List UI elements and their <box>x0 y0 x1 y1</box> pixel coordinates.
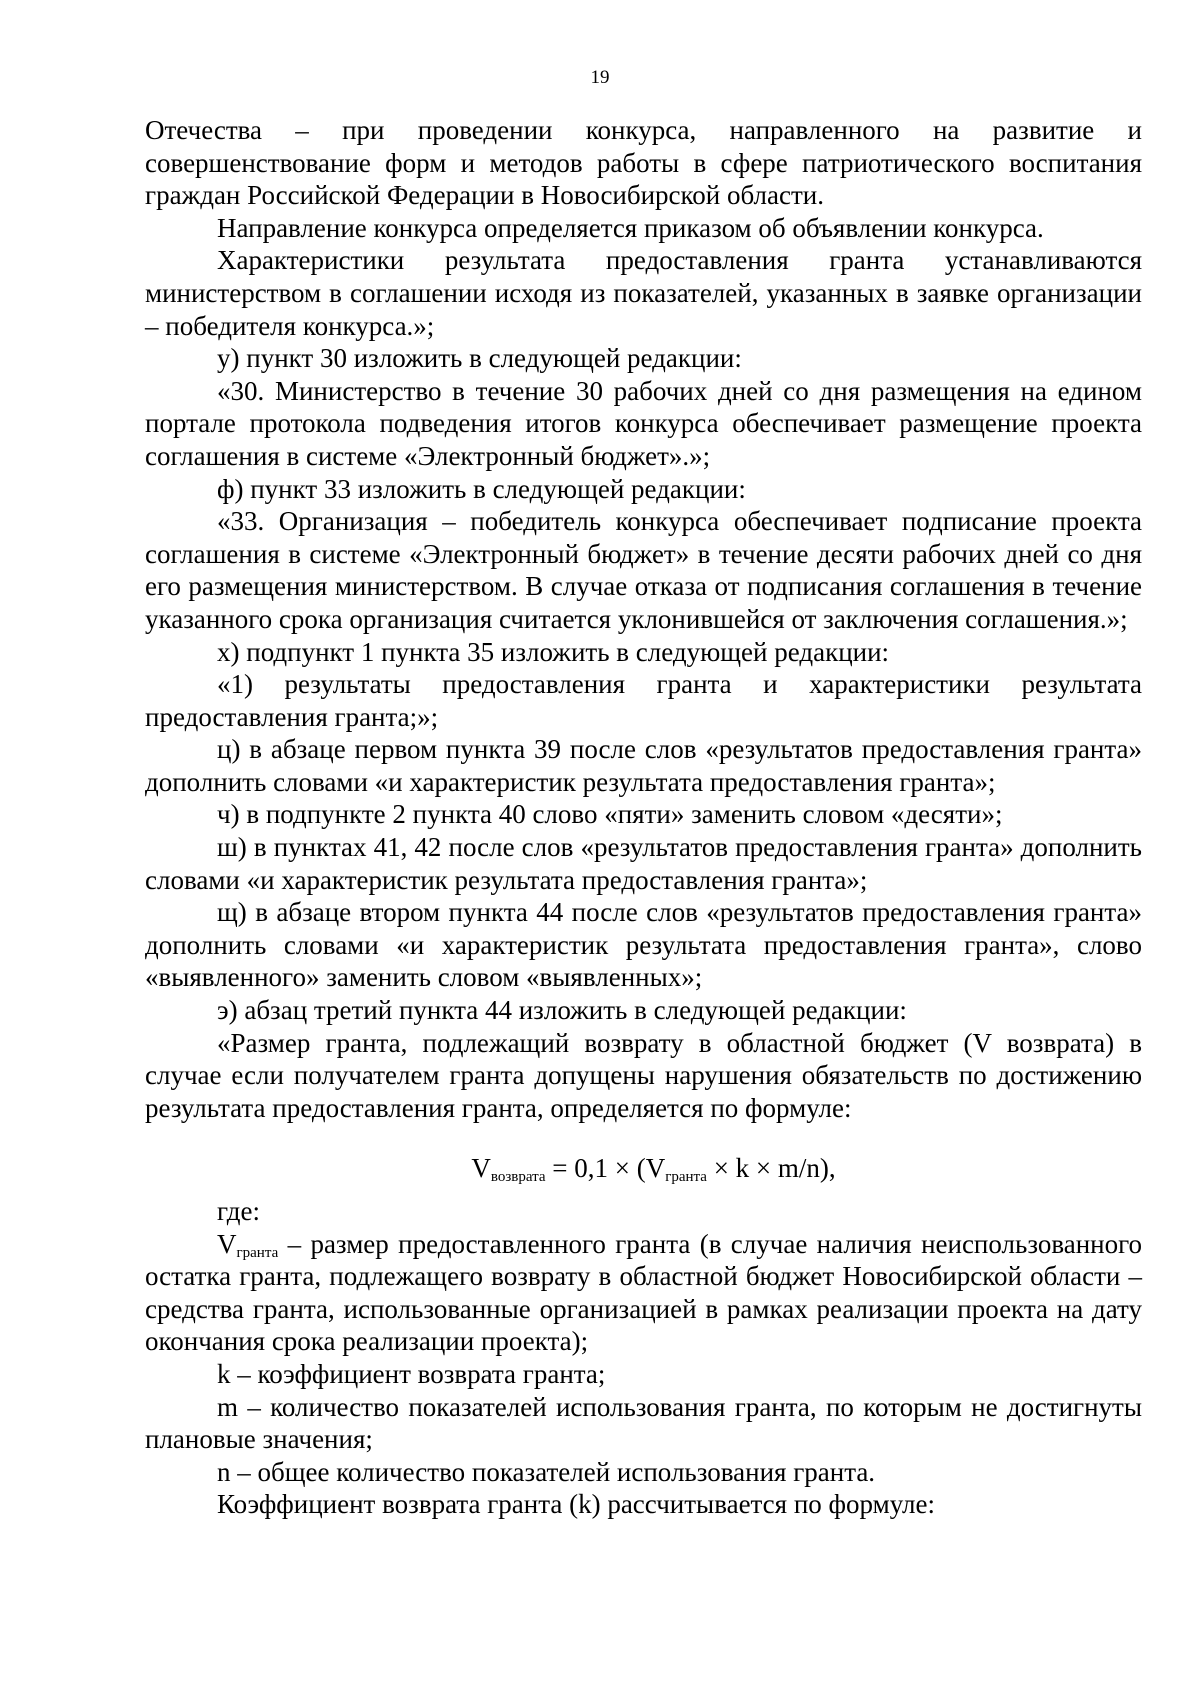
formula-sub-return: возврата <box>490 1169 546 1186</box>
paragraph-13: щ) в абзаце втором пункта 44 после слов «результатов предоставления гранта» дополнить словами «и характеристик результата предоставления гранта», слово «выявленного» заменить словом «выявленных»; <box>145 897 1142 993</box>
document-body <box>145 114 1142 1521</box>
paragraph-8: х) подпункт 1 пункта 35 изложить в следующей редакции: <box>217 636 890 667</box>
paragraph-2: Направление конкурса определяется приказом об объявлении конкурса. <box>217 212 1044 243</box>
paragraph-3: Характеристики результата предоставления гранта устанавливаются министерством в соглашении исходя из показателей, указанных в заявке организации – победителя конкурса.»; <box>145 245 1142 341</box>
definition-v-text: – размер предоставленного гранта (в случае наличия неиспользованного остатка гранта, подлежащего возврату в областной бюджет Новосибирской области – средства гранта, использованные организацией в рамках реализации проекта на дату окончания срока реализации проекта); <box>145 1228 1142 1357</box>
paragraph-10: ц) в абзаце первом пункта 39 после слов «результатов предоставления гранта» дополнить словами «и характеристик результата предоставления гранта»; <box>145 734 1142 797</box>
definition-k: k – коэффициент возврата гранта; <box>217 1358 606 1389</box>
formula-sub-grant: гранта <box>665 1169 707 1186</box>
paragraph-12: ш) в пунктах 41, 42 после слов «результатов предоставления гранта» дополнить словами «и характеристик результата предоставления гранта»; <box>145 832 1142 895</box>
paragraph-15: «Размер гранта, подлежащий возврату в областной бюджет (V возврата) в случае если получателем гранта допущены нарушения обязательств по достижению результата предоставления гранта, определяется по формуле: <box>145 1027 1142 1123</box>
paragraph-4: у) пункт 30 изложить в следующей редакции: <box>217 343 742 374</box>
paragraph-7: «33. Организация – победитель конкурса обеспечивает подписание проекта соглашения в системе «Электронный бюджет» в течение десяти рабочих дней со дня его размещения министерством. В случае отказа от подписания соглашения в течение указанного срока организация считается уклонившейся от заключения соглашения.»; <box>145 506 1142 634</box>
formula-middle: = 0,1 × (V <box>545 1153 666 1184</box>
paragraph-5: «30. Министерство в течение 30 рабочих дней со дня размещения на едином портале протокола подведения итогов конкурса обеспечивает размещение проекта соглашения в системе «Электронный бюджет».»; <box>145 375 1142 471</box>
paragraph-9: «1) результаты предоставления гранта и характеристики результата предоставления гранта;»; <box>145 669 1142 732</box>
paragraph-6: ф) пункт 33 изложить в следующей редакции: <box>217 473 746 504</box>
definition-m: m – количество показателей использования гранта, по которым не достигнуты плановые значения; <box>145 1391 1142 1455</box>
formula-v-return <box>145 1152 1142 1185</box>
definition-v-grant <box>145 1228 1142 1358</box>
paragraph-11: ч) в подпункте 2 пункта 40 слово «пяти» заменить словом «десяти»; <box>217 799 1003 830</box>
paragraph-1: Отечества – при проведении конкурса, направленного на развитие и совершенствование форм и методов работы в сфере патриотического воспитания граждан Российской Федерации в Новосибирской области. <box>145 115 1142 211</box>
definition-v-letter: V <box>217 1228 237 1259</box>
page-number: 19 <box>590 67 610 88</box>
paragraph-last: Коэффициент возврата гранта (k) рассчитывается по формуле: <box>217 1489 935 1520</box>
where-label: где: <box>217 1196 260 1226</box>
definition-n: n – общее количество показателей использования гранта. <box>217 1456 876 1487</box>
formula-v1: V <box>471 1153 491 1184</box>
paragraph-14: э) абзац третий пункта 44 изложить в следующей редакции: <box>217 995 907 1026</box>
formula-tail: × k × m/n), <box>706 1153 836 1184</box>
definition-v-sub: гранта <box>236 1244 279 1261</box>
